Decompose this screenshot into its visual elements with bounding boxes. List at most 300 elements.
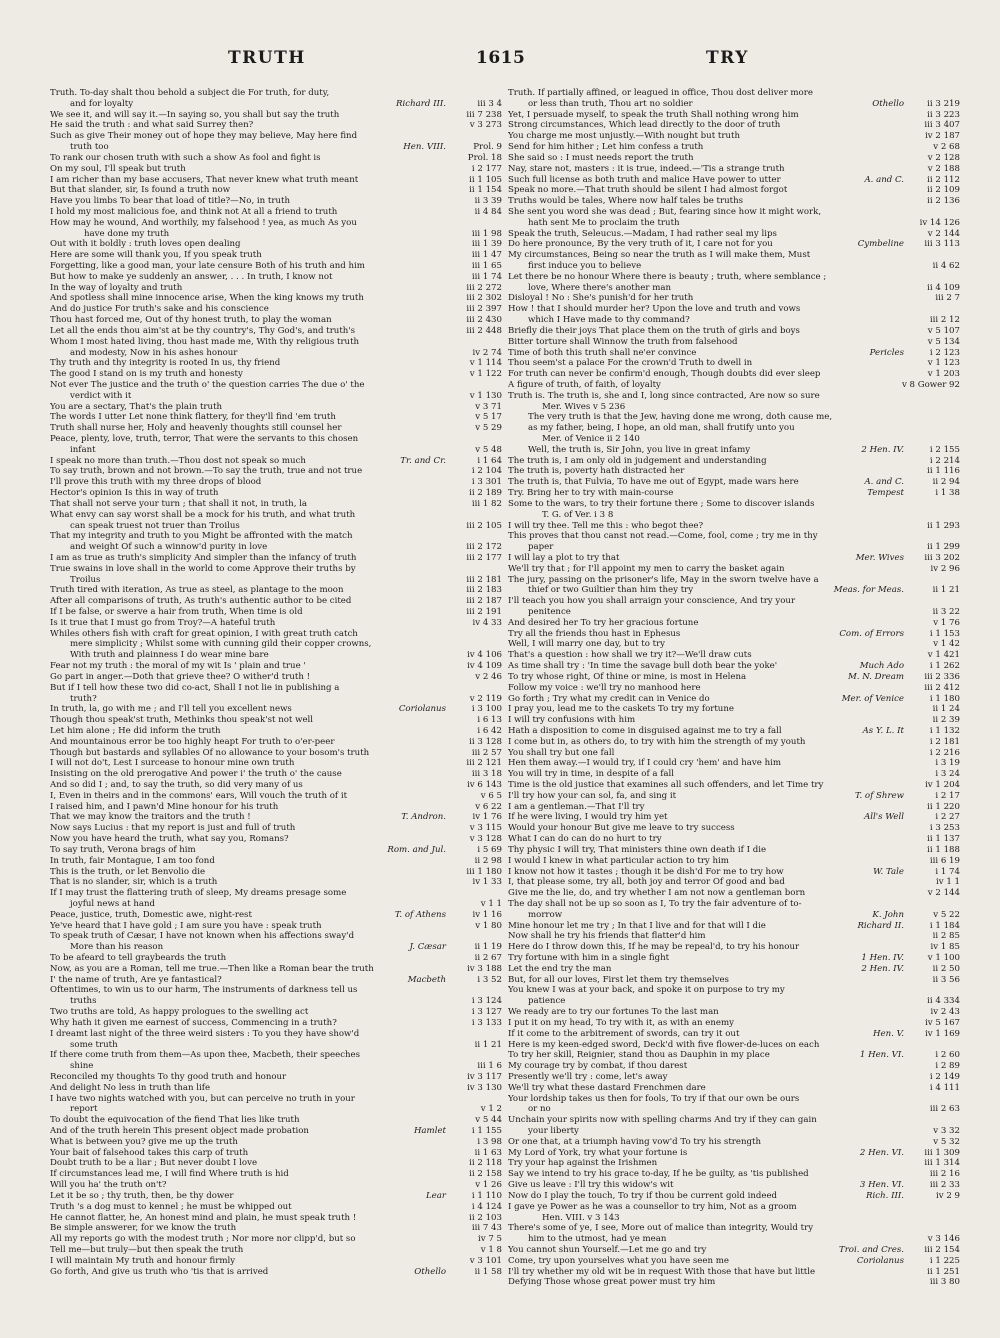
quotation-text: Insisting on the old prerogative And power i' the truth o' the cause bbox=[50, 769, 342, 780]
quotation-text: Speak no more.—That truth should be silent I had almost forgot bbox=[508, 185, 788, 196]
concordance-line bbox=[508, 542, 960, 553]
quotation-text: Is it true that I must go from Troy?—A hateful truth bbox=[50, 617, 276, 628]
quotation-text: She said so : I must needs report the truth bbox=[508, 152, 694, 163]
act-scene-line-ref: iii 3 407 bbox=[920, 120, 960, 131]
concordance-line bbox=[508, 704, 960, 715]
concordance-line bbox=[50, 921, 502, 932]
quotation-text: can speak truest not truer than Troilus bbox=[70, 520, 240, 531]
quotation-text: To say truth, Verona brags of him bbox=[50, 844, 196, 855]
quotation-text: Truth. To-day shalt thou behold a subject die For truth, for duty, bbox=[50, 88, 330, 98]
play-title: All's Well bbox=[860, 812, 904, 823]
quotation-text: She sent you word she was dead ; But, fearing since how it might work, bbox=[508, 206, 822, 217]
quotation-text: Mine honour let me try ; In that I live and for that will I die bbox=[508, 920, 766, 931]
quotation-text: You charge me most unjustly.—With nought but truth bbox=[508, 131, 740, 142]
concordance-line bbox=[50, 737, 502, 748]
act-scene-line-ref: ii 2 158 bbox=[465, 1169, 502, 1180]
quotation-text: Doubt truth to be a liar ; But never doubt I love bbox=[50, 1158, 258, 1169]
quotation-text: A figure of truth, of faith, of loyalty bbox=[508, 379, 661, 390]
quotation-text: Give me the lie, do, and try whether I am not now a gentleman born bbox=[508, 888, 806, 899]
quotation-text: More than his reason bbox=[70, 942, 164, 953]
concordance-line bbox=[50, 802, 502, 813]
concordance-line bbox=[50, 1007, 502, 1018]
right-column bbox=[508, 88, 960, 1328]
quotation-text: On my soul, I'll speak but truth bbox=[50, 163, 186, 174]
quotation-text: I will try confusions with him bbox=[508, 715, 636, 726]
quotation-text: True swains in love shall in the world to come Approve their truths by bbox=[50, 563, 356, 574]
concordance-line bbox=[50, 1202, 502, 1213]
act-scene-line-ref: i 3 133 bbox=[468, 1018, 502, 1029]
concordance-line bbox=[50, 315, 502, 326]
concordance-line bbox=[508, 434, 960, 445]
act-scene-line-ref: iii 3 4 bbox=[473, 99, 502, 110]
act-scene-line-ref: v 1 1 bbox=[477, 899, 502, 910]
quotation-text: If he were living, I would try him yet bbox=[508, 812, 668, 823]
quotation-text: Go forth, And give us truth who 'tis that is arrived bbox=[50, 1266, 269, 1277]
quotation-text: I'll try how your can sol, fa, and sing it bbox=[508, 790, 677, 801]
concordance-line bbox=[508, 466, 960, 477]
quotation-text: My courage try by combat, if thou darest bbox=[508, 1061, 688, 1072]
quotation-text: Briefly die their joys That place them on the truth of girls and boys bbox=[508, 325, 800, 336]
act-scene-line-ref: i 4 111 bbox=[926, 1083, 960, 1094]
concordance-line bbox=[508, 272, 960, 283]
act-scene-line-ref: iv 2 9 bbox=[932, 1191, 960, 1202]
act-scene-line-ref: ii 2 103 bbox=[465, 1213, 502, 1224]
concordance-line bbox=[50, 639, 502, 650]
concordance-line bbox=[50, 207, 502, 218]
quotation-text: The jury, passing on the prisoner's life, May in the sworn twelve have a bbox=[508, 574, 819, 585]
quotation-text: And spotless shall mine innocence arise, When the king knows my truth bbox=[50, 293, 364, 304]
quotation-text: If I be false, or swerve a hair from truth, When time is old bbox=[50, 607, 303, 617]
quotation-text: To be afeard to tell graybeards the truth bbox=[50, 953, 227, 963]
act-scene-line-ref: iii 3 113 bbox=[920, 239, 960, 250]
quotation-text: Hath a disposition to come in disguised against me to try a fall bbox=[508, 725, 782, 736]
quotation-text: some truth bbox=[70, 1039, 118, 1050]
quotation-text: You will try in time, in despite of a fall bbox=[508, 769, 675, 780]
quotation-text: morrow bbox=[528, 909, 563, 920]
act-scene-line-ref: iv 1 33 bbox=[469, 877, 502, 888]
concordance-line bbox=[508, 791, 960, 802]
play-title: Tr. and Cr. bbox=[396, 456, 446, 467]
quotation-text: Do here pronounce, By the very truth of it, I care not for you bbox=[508, 239, 773, 250]
quotation-text: And of the truth herein This present object made probation bbox=[50, 1126, 309, 1136]
act-scene-line-ref: ii 4 334 bbox=[923, 996, 960, 1007]
play-title: T. of Shrew bbox=[851, 791, 904, 802]
concordance-line bbox=[508, 856, 960, 867]
act-scene-line-ref: i 1 38 bbox=[931, 488, 960, 499]
concordance-line bbox=[50, 110, 502, 121]
act-scene-line-ref: v 2 68 bbox=[929, 142, 960, 153]
act-scene-line-ref: v 5 17 bbox=[471, 412, 502, 423]
concordance-line bbox=[508, 283, 960, 294]
play-title: Hamlet bbox=[410, 1126, 446, 1137]
act-scene-line-ref: ii 1 63 bbox=[471, 1148, 502, 1159]
quotation-text: Whom I most hated living, thou hast made me, With thy religious truth bbox=[50, 336, 360, 347]
quotation-text: I' the name of truth, Are ye fantastical? bbox=[50, 974, 222, 985]
quotation-text: Not ever The justice and the truth o' the question carries The due o' the bbox=[50, 379, 365, 390]
quotation-text: Now you have heard the truth, what say you, Romans? bbox=[50, 834, 289, 845]
quotation-text: Come, try upon yourselves what you have seen me bbox=[508, 1255, 729, 1266]
concordance-line bbox=[50, 510, 502, 521]
concordance-line bbox=[50, 975, 502, 986]
concordance-line bbox=[50, 607, 502, 618]
quotation-text: This is the truth, or let Benvolio die bbox=[50, 866, 206, 877]
concordance-line bbox=[50, 1018, 502, 1029]
quotation-text: Tell me—but truly—but then speak the truth bbox=[50, 1244, 244, 1255]
quotation-text: How may he wound, And worthily, my falsehood ! yea, as much As you bbox=[50, 217, 357, 228]
concordance-line bbox=[50, 1245, 502, 1256]
quotation-text: I am a gentleman.—That I'll try bbox=[508, 801, 645, 812]
quotation-text: Let the end try the man bbox=[508, 963, 612, 974]
concordance-line bbox=[508, 607, 960, 618]
concordance-line bbox=[508, 1018, 960, 1029]
concordance-line bbox=[50, 867, 502, 878]
play-title: 3 Hen. VI. bbox=[856, 1180, 904, 1191]
act-scene-line-ref: i 3 124 bbox=[468, 996, 502, 1007]
act-scene-line-ref: iii 7 238 bbox=[462, 110, 502, 121]
quotation-text: Try all the friends thou hast in Ephesus bbox=[508, 628, 681, 639]
quotation-text: truth too bbox=[70, 142, 109, 153]
concordance-line bbox=[508, 348, 960, 359]
quotation-text: patience bbox=[528, 996, 566, 1007]
concordance-line bbox=[508, 1148, 960, 1159]
concordance-line bbox=[50, 499, 502, 510]
concordance-line bbox=[508, 239, 960, 250]
concordance-line bbox=[50, 780, 502, 791]
act-scene-line-ref: ii 3 223 bbox=[923, 110, 960, 121]
act-scene-line-ref: iv 4 109 bbox=[463, 661, 502, 672]
concordance-line bbox=[508, 521, 960, 532]
quotation-text: Disloyal ! No : She's punish'd for her truth bbox=[508, 293, 694, 304]
concordance-line bbox=[508, 1137, 960, 1148]
concordance-line bbox=[508, 1072, 960, 1083]
act-scene-line-ref: i 6 13 bbox=[473, 715, 502, 726]
act-scene-line-ref: v 1 122 bbox=[466, 369, 502, 380]
concordance-line bbox=[50, 769, 502, 780]
quotation-text: If it come to the arbitrement of swords, can try it out bbox=[508, 1028, 740, 1039]
quotation-text: What is between you? give me up the truth bbox=[50, 1136, 238, 1147]
act-scene-line-ref: iv 4 106 bbox=[463, 650, 502, 661]
concordance-line bbox=[50, 1213, 502, 1224]
act-scene-line-ref: i 2 181 bbox=[926, 737, 960, 748]
quotation-text: Let there be no honour Where there is beauty ; truth, where semblance ; bbox=[508, 271, 827, 282]
concordance-line bbox=[508, 1094, 960, 1105]
play-title: Richard II. bbox=[853, 921, 904, 932]
concordance-line bbox=[50, 1126, 502, 1137]
quotation-text: To rank our chosen truth with such a show As fool and fight is bbox=[50, 152, 321, 163]
concordance-line bbox=[50, 996, 502, 1007]
quotation-text: That shall not serve your turn ; that shall it not, in truth, la bbox=[50, 498, 308, 509]
act-scene-line-ref: i 1 184 bbox=[926, 921, 960, 932]
act-scene-line-ref: v 8 Gower 92 bbox=[898, 380, 960, 391]
quotation-text: T. G. of Ver. i 3 8 bbox=[542, 509, 614, 520]
quotation-text: Will you ha' the truth on't? bbox=[50, 1180, 167, 1191]
quotation-text: Thou hast forced me, Out of thy honest truth, to play the woman bbox=[50, 315, 332, 326]
concordance-line bbox=[50, 131, 502, 142]
play-title: Hen. V. bbox=[869, 1029, 904, 1040]
quotation-text: I'll teach you how you shall arraign your conscience, And try your bbox=[508, 596, 796, 607]
concordance-line bbox=[50, 812, 502, 823]
concordance-line bbox=[50, 142, 502, 153]
quotation-text: Or one that, at a triumph having vow'd To try his strength bbox=[508, 1136, 761, 1147]
play-title: Othello bbox=[868, 99, 904, 110]
act-scene-line-ref: ii 1 293 bbox=[923, 521, 960, 532]
act-scene-line-ref: iii 2 448 bbox=[462, 326, 502, 337]
concordance-line bbox=[508, 380, 960, 391]
concordance-line bbox=[508, 877, 960, 888]
act-scene-line-ref: v 2 128 bbox=[924, 153, 960, 164]
concordance-line bbox=[50, 337, 502, 348]
concordance-line bbox=[508, 1061, 960, 1072]
act-scene-line-ref: v 6 5 bbox=[477, 791, 502, 802]
concordance-line bbox=[508, 510, 960, 521]
quotation-text: We see it, and will say it.—In saying so, you shall but say the truth bbox=[50, 109, 340, 120]
act-scene-line-ref: v 1 76 bbox=[929, 618, 960, 629]
quotation-text: Presently we'll try : come, let's away bbox=[508, 1071, 668, 1082]
concordance-line bbox=[50, 1029, 502, 1040]
act-scene-line-ref: i 1 262 bbox=[926, 661, 960, 672]
concordance-line bbox=[50, 229, 502, 240]
quotation-text: Some to the wars, to try their fortune there ; Some to discover islands bbox=[508, 498, 815, 509]
quotation-text: The truth is, that Fulvia, To have me out of Egypt, made wars here bbox=[508, 477, 799, 488]
concordance-line bbox=[50, 1072, 502, 1083]
play-title: K. John bbox=[868, 910, 904, 921]
quotation-text: In the way of loyalty and truth bbox=[50, 282, 183, 293]
quotation-text: love, Where there's another man bbox=[528, 282, 672, 293]
quotation-text: have done my truth bbox=[84, 228, 170, 239]
quotation-text: With truth and plainness I do wear mine bare bbox=[70, 650, 269, 661]
concordance-line bbox=[508, 650, 960, 661]
concordance-line bbox=[508, 823, 960, 834]
act-scene-line-ref: iii 2 397 bbox=[462, 304, 502, 315]
quotation-text: Mer. of Venice ii 2 140 bbox=[542, 434, 640, 444]
quotation-text: Two truths are told, As happy prologues to the swelling act bbox=[50, 1007, 309, 1018]
play-title: Macbeth bbox=[404, 975, 446, 986]
quotation-text: To doubt the equivocation of the fiend That lies like truth bbox=[50, 1115, 300, 1126]
quotation-text: or no bbox=[528, 1104, 551, 1115]
act-scene-line-ref: ii 2 189 bbox=[465, 488, 502, 499]
concordance-line bbox=[508, 758, 960, 769]
quotation-text: I would I knew in what particular action to try him bbox=[508, 855, 729, 866]
concordance-line bbox=[508, 748, 960, 759]
act-scene-line-ref: i 2 155 bbox=[926, 445, 960, 456]
act-scene-line-ref: iv 2 187 bbox=[921, 131, 960, 142]
quotation-text: Out with it boldly : truth loves open dealing bbox=[50, 239, 241, 250]
concordance-line bbox=[508, 910, 960, 921]
concordance-line bbox=[50, 283, 502, 294]
act-scene-line-ref: iii 2 33 bbox=[926, 1180, 960, 1191]
act-scene-line-ref: iv 14 126 bbox=[916, 218, 960, 229]
concordance-line bbox=[50, 1169, 502, 1180]
act-scene-line-ref: iv 7 5 bbox=[474, 1234, 502, 1245]
quotation-text: The good I stand on is my truth and honesty bbox=[50, 369, 243, 380]
quotation-text: joyful news at hand bbox=[70, 898, 156, 909]
quotation-text: He said the truth : and what said Surrey then? bbox=[50, 120, 254, 131]
concordance-line bbox=[508, 196, 960, 207]
act-scene-line-ref: ii 2 67 bbox=[471, 953, 502, 964]
concordance-line bbox=[508, 304, 960, 315]
concordance-line bbox=[508, 1234, 960, 1245]
act-scene-line-ref: ii 3 56 bbox=[929, 975, 960, 986]
quotation-text: For truth can never be confirm'd enough, Though doubts did ever sleep bbox=[508, 369, 821, 380]
play-title: Coriolanus bbox=[395, 704, 446, 715]
act-scene-line-ref: ii 2 85 bbox=[929, 931, 960, 942]
act-scene-line-ref: Prol. 9 bbox=[469, 142, 502, 153]
quotation-text: Well, I will marry one day, but to try bbox=[508, 639, 666, 650]
concordance-line bbox=[50, 120, 502, 131]
act-scene-line-ref: i 3 24 bbox=[931, 769, 960, 780]
quotation-text: Now do I play the touch, To try if thou be current gold indeed bbox=[508, 1190, 778, 1201]
act-scene-line-ref: iv 2 96 bbox=[927, 564, 960, 575]
act-scene-line-ref: iii 2 57 bbox=[468, 748, 502, 759]
act-scene-line-ref: ii 1 251 bbox=[923, 1267, 960, 1278]
act-scene-line-ref: iii 3 202 bbox=[920, 553, 960, 564]
quotation-text: or less than truth, Thou art no soldier bbox=[528, 98, 693, 109]
quotation-text: Here do I throw down this, If he may be repeal'd, to try his honour bbox=[508, 942, 800, 953]
act-scene-line-ref: i 2 60 bbox=[931, 1050, 960, 1061]
concordance-line bbox=[508, 1202, 960, 1213]
quotation-text: infant bbox=[70, 444, 96, 455]
act-scene-line-ref: v 5 32 bbox=[929, 1137, 960, 1148]
quotation-text: I will maintain My truth and honour firmly bbox=[50, 1255, 236, 1266]
quotation-text: Now shall he try his friends that flatter'd him bbox=[508, 931, 706, 942]
play-title: Richard III. bbox=[392, 99, 446, 110]
play-title: Mer. Wives bbox=[852, 553, 904, 564]
concordance-line bbox=[508, 1169, 960, 1180]
concordance-line bbox=[508, 423, 960, 434]
quotation-text: To speak truth of Cæsar, I have not known when his affections sway'd bbox=[50, 931, 355, 942]
quotation-text: I, that please some, try all, both joy and terror Of good and bad bbox=[508, 877, 785, 888]
concordance-line bbox=[508, 683, 960, 694]
quotation-text: I'll prove this truth with my three drops of blood bbox=[50, 477, 262, 488]
quotation-text: I will not do't, Lest I surcease to honour mine own truth bbox=[50, 758, 295, 769]
concordance-line bbox=[508, 1126, 960, 1137]
quotation-text: and for loyalty bbox=[70, 98, 134, 109]
act-scene-line-ref: ii 1 116 bbox=[923, 466, 960, 477]
act-scene-line-ref: v 5 29 bbox=[471, 423, 502, 434]
concordance-line bbox=[508, 596, 960, 607]
concordance-line bbox=[508, 1213, 960, 1224]
act-scene-line-ref: iii 2 412 bbox=[920, 683, 960, 694]
act-scene-line-ref: i 2 149 bbox=[926, 1072, 960, 1083]
concordance-line bbox=[508, 131, 960, 142]
play-title: Com. of Errors bbox=[835, 629, 904, 640]
play-title: A. and C. bbox=[860, 175, 904, 186]
quotation-text: The very truth is that the Jew, having done me wrong, doth cause me, bbox=[528, 412, 833, 423]
act-scene-line-ref: iii 1 180 bbox=[462, 867, 502, 878]
concordance-line bbox=[508, 888, 960, 899]
quotation-text: But if I tell how these two did co-act, Shall I not lie in publishing a bbox=[50, 682, 340, 693]
quotation-text: But how to make ye suddenly an answer, . . . In truth, I know not bbox=[50, 271, 333, 282]
quotation-text: Now, as you are a Roman, tell me true.—Then like a Roman bear the truth bbox=[50, 963, 374, 974]
act-scene-line-ref: iv 1 169 bbox=[921, 1029, 960, 1040]
act-scene-line-ref: v 1 80 bbox=[471, 921, 502, 932]
quotation-text: truth? bbox=[70, 693, 97, 704]
act-scene-line-ref: i 1 74 bbox=[931, 867, 960, 878]
quotation-text: You knew I was at your back, and spoke it on purpose to try my bbox=[508, 985, 785, 996]
header-left-keyword: TRUTH bbox=[228, 48, 306, 68]
concordance-line bbox=[50, 964, 502, 975]
concordance-line bbox=[50, 834, 502, 845]
concordance-line bbox=[508, 564, 960, 575]
concordance-line bbox=[50, 1223, 502, 1234]
concordance-line bbox=[50, 1137, 502, 1148]
play-title: 1 Hen. IV. bbox=[857, 953, 904, 964]
play-title: Rich. III. bbox=[862, 1191, 904, 1202]
act-scene-line-ref: ii 2 50 bbox=[929, 964, 960, 975]
act-scene-line-ref: v 1 203 bbox=[924, 369, 960, 380]
concordance-line bbox=[508, 553, 960, 564]
quotation-text: truths bbox=[70, 996, 97, 1007]
act-scene-line-ref: v 3 32 bbox=[929, 1126, 960, 1137]
act-scene-line-ref: ii 2 136 bbox=[923, 196, 960, 207]
act-scene-line-ref: iii 7 43 bbox=[468, 1223, 502, 1234]
quotation-text: Though but bastards and syllables Of no allowance to your bosom's truth bbox=[50, 747, 370, 758]
act-scene-line-ref: v 3 115 bbox=[466, 823, 502, 834]
quotation-text: I raised him, and I pawn'd Mine honour for his truth bbox=[50, 801, 279, 812]
quotation-text: I speak no more than truth.—Thou dost not speak so much bbox=[50, 455, 306, 466]
quotation-text: Speak the truth, Seleucus.—Madam, I had rather seal my lips bbox=[508, 228, 777, 239]
concordance-line bbox=[508, 1223, 960, 1234]
concordance-line bbox=[508, 229, 960, 240]
play-title: 1 Hen. VI. bbox=[856, 1050, 904, 1061]
concordance-line bbox=[50, 823, 502, 834]
quotation-text: Now says Lucius : that my report is just and full of truth bbox=[50, 823, 296, 834]
concordance-line bbox=[508, 1191, 960, 1202]
quotation-text: We'll try that ; for I'll appoint my men to carry the basket again bbox=[508, 563, 785, 574]
act-scene-line-ref: iv 1 1 bbox=[932, 877, 960, 888]
act-scene-line-ref: ii 1 19 bbox=[471, 942, 502, 953]
quotation-text: Truths would be tales, Where now half tales be truths bbox=[508, 196, 744, 207]
concordance-line bbox=[50, 1158, 502, 1169]
quotation-text: Truth tired with iteration, As true as steel, as plantage to the moon bbox=[50, 585, 344, 596]
concordance-line bbox=[508, 218, 960, 229]
act-scene-line-ref: v 2 144 bbox=[924, 229, 960, 240]
concordance-line bbox=[508, 110, 960, 121]
concordance-line bbox=[508, 488, 960, 499]
play-title: T. Andron. bbox=[397, 812, 446, 823]
quotation-text: I will lay a plot to try that bbox=[508, 552, 620, 563]
concordance-line bbox=[50, 564, 502, 575]
concordance-line bbox=[508, 921, 960, 932]
quotation-text: Ye've heard that I have gold ; I am sure you have : speak truth bbox=[50, 920, 322, 931]
quotation-text: Forgetting, like a good man, your late censure Both of his truth and him bbox=[50, 261, 365, 271]
concordance-line bbox=[50, 1267, 502, 1278]
quotation-text: Truth. If partially affined, or leagued in office, Thou dost deliver more bbox=[508, 88, 813, 98]
play-title: 2 Hen. VI. bbox=[856, 1148, 904, 1159]
concordance-line bbox=[508, 164, 960, 175]
concordance-line bbox=[508, 1115, 960, 1126]
concordance-line bbox=[50, 326, 502, 337]
quotation-text: Try. Bring her to try with main-course bbox=[508, 488, 674, 499]
play-title: A. and C. bbox=[860, 477, 904, 488]
concordance-line bbox=[50, 748, 502, 759]
concordance-line bbox=[508, 834, 960, 845]
concordance-line bbox=[50, 250, 502, 261]
concordance-line bbox=[508, 293, 960, 304]
concordance-line bbox=[508, 531, 960, 542]
quotation-text: Troilus bbox=[70, 574, 101, 585]
concordance-line bbox=[50, 953, 502, 964]
concordance-line bbox=[50, 358, 502, 369]
concordance-line bbox=[508, 1180, 960, 1191]
concordance-line bbox=[50, 369, 502, 380]
concordance-line bbox=[50, 391, 502, 402]
quotation-text: report bbox=[70, 1104, 98, 1115]
act-scene-line-ref: i 2 214 bbox=[926, 456, 960, 467]
quotation-text: shine bbox=[70, 1061, 94, 1072]
concordance-line bbox=[50, 877, 502, 888]
concordance-line bbox=[508, 477, 960, 488]
